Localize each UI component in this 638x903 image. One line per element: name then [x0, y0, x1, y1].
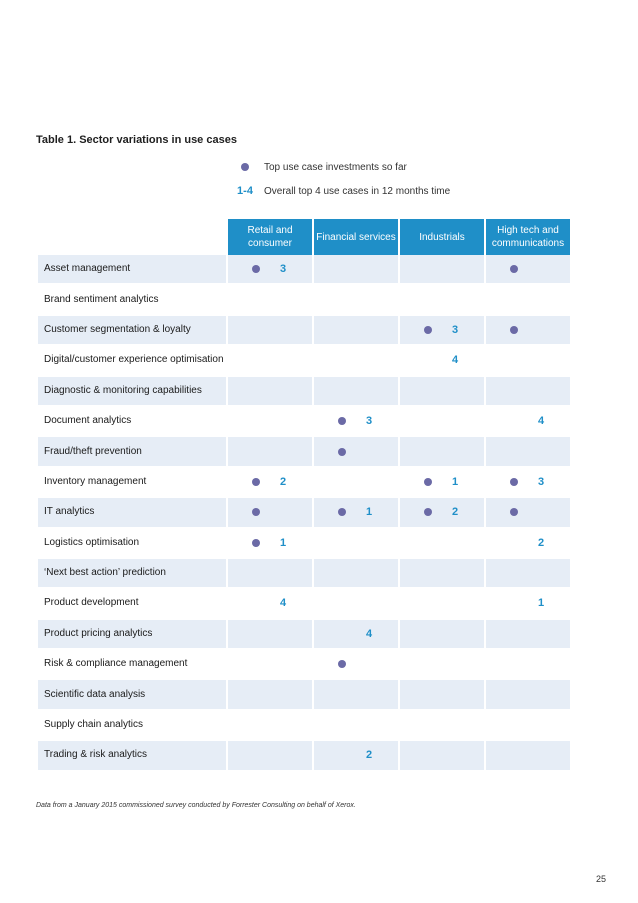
row-label: Product development [38, 589, 226, 619]
table-cell [400, 741, 484, 771]
row-label: Product pricing analytics [38, 620, 226, 650]
row-label: Digital/customer experience optimisation [38, 346, 226, 376]
table-cell [400, 680, 484, 710]
row-label: Logistics optimisation [38, 529, 226, 559]
header-blank [38, 219, 226, 255]
investment-dot-icon [510, 508, 518, 516]
column-header-retail: Retail and consumer [228, 219, 312, 255]
table-cell [400, 650, 484, 680]
investment-dot-icon [338, 660, 346, 668]
rank-number: 2 [538, 536, 545, 549]
table-cell [228, 620, 312, 650]
row-label: Supply chain analytics [38, 711, 226, 741]
table-cell [486, 316, 570, 346]
table-cell [228, 407, 312, 437]
table-cell [400, 529, 484, 559]
table-cell [228, 559, 312, 589]
table-cell [400, 255, 484, 285]
table-cell [228, 680, 312, 710]
table-cell [486, 741, 570, 771]
rank-number: 1 [366, 506, 373, 519]
legend-range-symbol: 1-4 [237, 185, 253, 197]
investment-dot-icon [252, 508, 260, 516]
table-cell [314, 711, 398, 741]
table-cell [486, 285, 570, 315]
legend-dot-icon [241, 163, 249, 171]
table-cell [314, 346, 398, 376]
table-cell [400, 285, 484, 315]
table-cell [314, 407, 398, 437]
rank-number: 1 [538, 597, 545, 610]
table-cell [486, 346, 570, 376]
table-cell [314, 529, 398, 559]
page-number: 25 [595, 874, 606, 884]
table-row [38, 346, 570, 376]
investment-dot-icon [338, 508, 346, 516]
table-row [38, 468, 570, 498]
table-row [38, 559, 570, 589]
row-label: ‘Next best action’ prediction [38, 559, 226, 589]
rank-number: 3 [452, 323, 459, 336]
table-cell [400, 377, 484, 407]
table-cell [314, 437, 398, 467]
table-cell [228, 437, 312, 467]
investment-dot-icon [510, 265, 518, 273]
table-cell [400, 316, 484, 346]
table-cell [486, 589, 570, 619]
table-row [38, 255, 570, 285]
table-cell [228, 650, 312, 680]
table-cell [314, 377, 398, 407]
investment-dot-icon [424, 478, 432, 486]
table-cell [486, 498, 570, 528]
table-row [38, 650, 570, 680]
table-row [38, 407, 570, 437]
table-cell [228, 316, 312, 346]
table-cell [228, 741, 312, 771]
row-label: Scientific data analysis [38, 680, 226, 710]
rank-number: 3 [366, 415, 373, 428]
row-label: Inventory management [38, 468, 226, 498]
footnote: Data from a January 2015 commissioned survey conducted by Forrester Consulting on behalf of Xerox. [36, 802, 356, 809]
table-cell [400, 498, 484, 528]
rank-number: 3 [538, 475, 545, 488]
table-cell [228, 255, 312, 285]
table-row [38, 498, 570, 528]
table-cell [314, 285, 398, 315]
table-row [38, 316, 570, 346]
rank-number: 4 [452, 354, 459, 367]
table-cell [228, 377, 312, 407]
table-title: Table 1. Sector variations in use cases [36, 134, 237, 146]
table-cell [228, 529, 312, 559]
table-cell [400, 711, 484, 741]
table-row [38, 711, 570, 741]
investment-dot-icon [338, 417, 346, 425]
table-row [38, 620, 570, 650]
table-cell [400, 620, 484, 650]
table-row [38, 377, 570, 407]
table-cell [314, 559, 398, 589]
investment-dot-icon [252, 265, 260, 273]
table-cell [314, 468, 398, 498]
table-cell [486, 680, 570, 710]
legend-range-row [230, 184, 450, 198]
table-cell [314, 741, 398, 771]
table-cell [228, 711, 312, 741]
rank-number: 2 [280, 475, 287, 488]
table-row [38, 437, 570, 467]
table-cell [314, 589, 398, 619]
table-cell [314, 620, 398, 650]
use-case-table [36, 219, 572, 772]
table-cell [314, 255, 398, 285]
table-cell [486, 407, 570, 437]
table-row [38, 285, 570, 315]
row-label: Document analytics [38, 407, 226, 437]
table-cell [400, 437, 484, 467]
table-cell [400, 589, 484, 619]
table-cell [314, 498, 398, 528]
row-label: Fraud/theft prevention [38, 437, 226, 467]
table-cell [486, 650, 570, 680]
row-label: Asset management [38, 255, 226, 285]
table-cell [400, 559, 484, 589]
table-cell [486, 255, 570, 285]
table-cell [486, 468, 570, 498]
table-row [38, 529, 570, 559]
row-label: Brand sentiment analytics [38, 285, 226, 315]
rank-number: 3 [280, 263, 287, 276]
investment-dot-icon [252, 539, 260, 547]
table-cell [400, 468, 484, 498]
investment-dot-icon [424, 326, 432, 334]
column-header-hightech: High tech and communications [486, 219, 570, 255]
legend-dot-text: Top use case investments so far [264, 161, 407, 173]
rank-number: 1 [452, 475, 459, 488]
rank-number: 4 [280, 597, 287, 610]
table-cell [486, 377, 570, 407]
rank-number: 4 [366, 627, 373, 640]
table-cell [228, 589, 312, 619]
table-cell [314, 316, 398, 346]
investment-dot-icon [252, 478, 260, 486]
table-row [38, 741, 570, 771]
table-cell [486, 437, 570, 467]
table-cell [228, 346, 312, 376]
investment-dot-icon [338, 448, 346, 456]
rank-number: 4 [538, 415, 545, 428]
rank-number: 2 [366, 749, 373, 762]
table-cell [228, 285, 312, 315]
table-cell [486, 620, 570, 650]
investment-dot-icon [510, 326, 518, 334]
row-label: Diagnostic & monitoring capabilities [38, 377, 226, 407]
column-header-industrials: Industrials [400, 219, 484, 255]
row-label: Customer segmentation & loyalty [38, 316, 226, 346]
rank-number: 2 [452, 506, 459, 519]
row-label: Trading & risk analytics [38, 741, 226, 771]
investment-dot-icon [510, 478, 518, 486]
legend-range-text: Overall top 4 use cases in 12 months time [264, 185, 451, 197]
table-cell [314, 680, 398, 710]
row-label: IT analytics [38, 498, 226, 528]
table-cell [486, 529, 570, 559]
column-header-financial: Financial services [314, 219, 398, 255]
row-label: Risk & compliance management [38, 650, 226, 680]
table-cell [400, 407, 484, 437]
table-cell [400, 346, 484, 376]
table-cell [486, 711, 570, 741]
table-row [38, 589, 570, 619]
table-cell [228, 468, 312, 498]
rank-number: 1 [280, 536, 287, 549]
table-cell [314, 650, 398, 680]
legend-dot-row [230, 160, 407, 174]
table-cell [486, 559, 570, 589]
investment-dot-icon [424, 508, 432, 516]
table-cell [228, 498, 312, 528]
table-row [38, 680, 570, 710]
